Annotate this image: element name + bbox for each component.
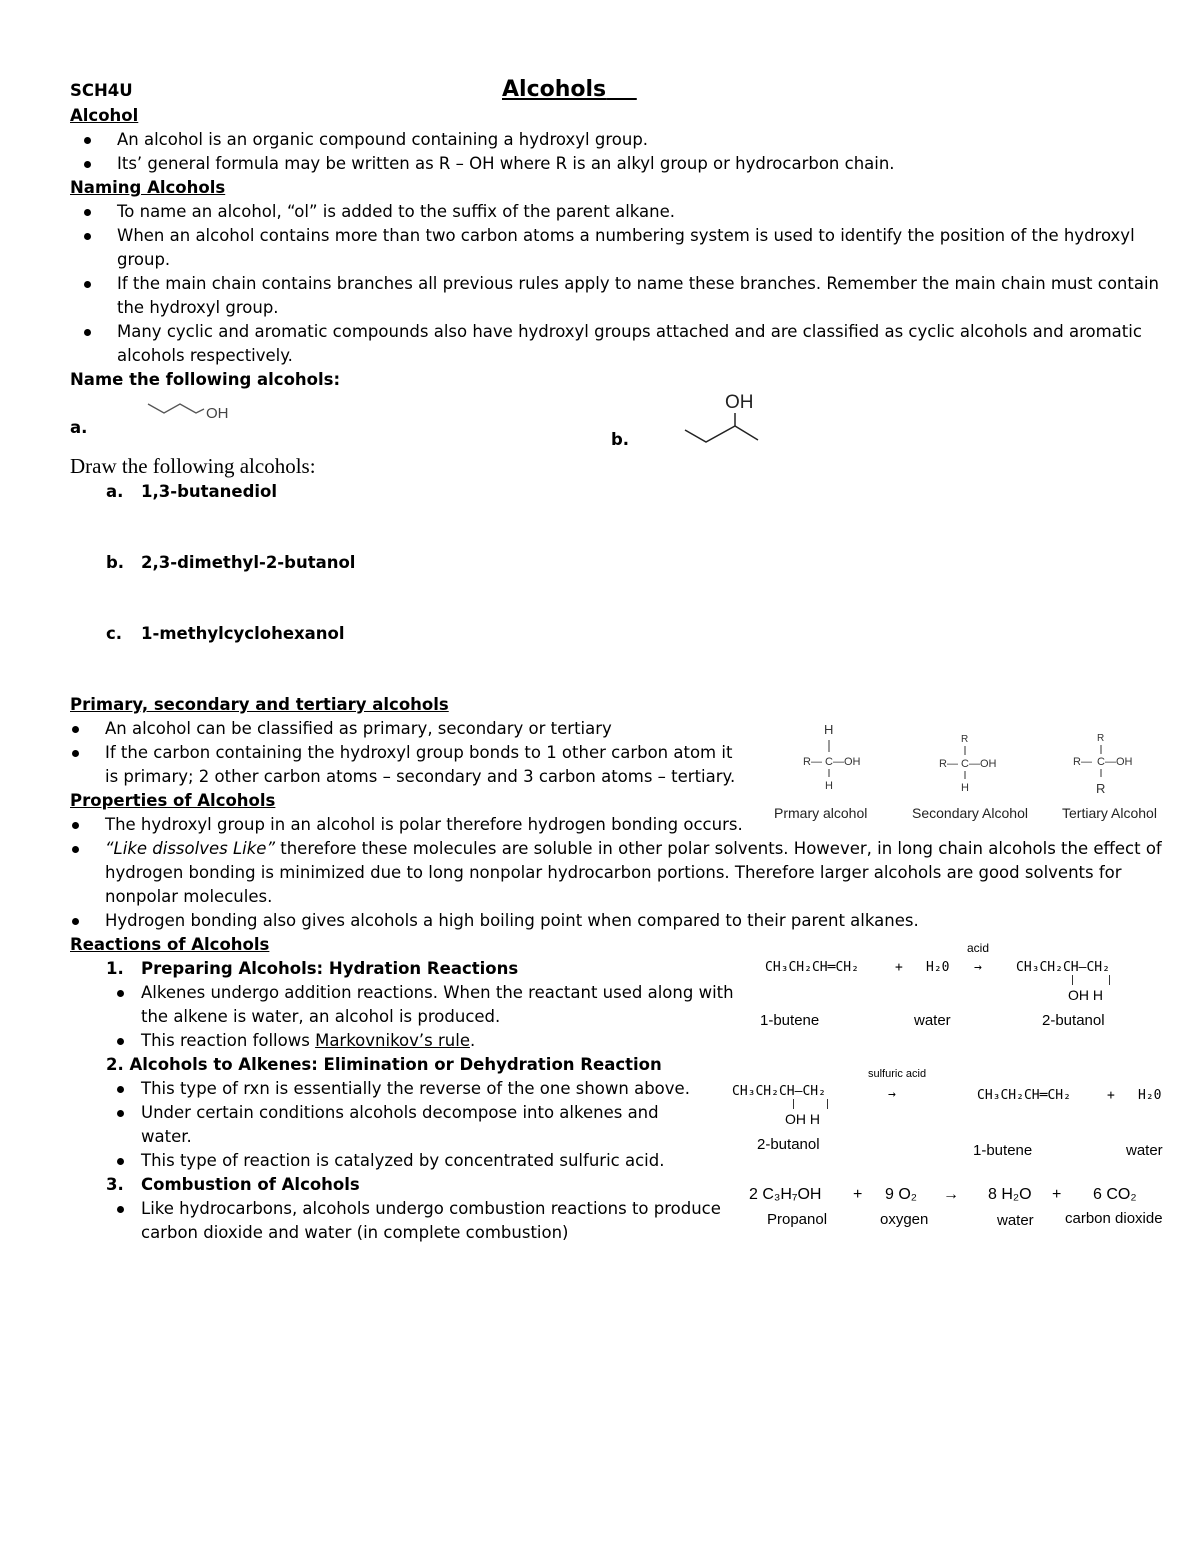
eq2-label-reactant: 2-butanol xyxy=(757,1136,820,1153)
eq3-label-reactant: Propanol xyxy=(767,1211,828,1228)
bullet-icon xyxy=(84,233,91,240)
eq3-label-co2: carbon dioxide xyxy=(1065,1210,1163,1227)
eq2-arrow: → xyxy=(888,1087,896,1102)
svg-text:—OH: —OH xyxy=(833,756,861,768)
naming-bullet-4-cont: alcohols respectively. xyxy=(117,346,293,365)
eq2-product: CH₃CH₂CH═CH₂ xyxy=(977,1088,1071,1103)
reaction-1-bullet-1: Alkenes undergo addition reactions. When the reactant used along with xyxy=(141,983,734,1002)
svg-text:R—: R— xyxy=(803,756,822,768)
eq2-label-water: water xyxy=(1126,1142,1163,1159)
reaction-2-bullet-3: This type of reaction is catalyzed by concentrated sulfuric acid. xyxy=(141,1151,665,1170)
reaction-3-bullet-1-cont: carbon dioxide and water (in complete combustion) xyxy=(141,1223,569,1242)
section-heading-properties: Properties of Alcohols xyxy=(70,791,276,810)
bullet-icon xyxy=(72,918,79,925)
markovnikov-rule-link[interactable]: Markovnikov’s rule xyxy=(315,1031,470,1050)
reaction-3-title: Combustion of Alcohols xyxy=(141,1175,360,1194)
draw-item-c-label: c. xyxy=(106,624,123,643)
reaction-3-number: 3. xyxy=(106,1175,124,1194)
eq2-label-product: 1-butene xyxy=(973,1142,1033,1159)
naming-bullet-2-cont: group. xyxy=(117,250,171,269)
svg-text:R: R xyxy=(1096,781,1106,796)
naming-bullet-1: To name an alcohol, “ol” is added to the suffix of the parent alkane. xyxy=(117,202,676,221)
svg-text:R—: R— xyxy=(939,758,958,770)
eq2-bond-line xyxy=(793,1099,794,1109)
eq3-label-oxygen: oxygen xyxy=(880,1211,929,1228)
eq1-label-water: water xyxy=(914,1012,951,1029)
eq2-bond-line xyxy=(827,1099,828,1109)
svg-text:Secondary Alcohol: Secondary Alcohol xyxy=(912,805,1028,821)
eq1-reactant: CH₃CH₂CH═CH₂ xyxy=(765,960,859,975)
eq2-plus: + xyxy=(1107,1088,1115,1103)
bullet-icon xyxy=(117,1038,124,1045)
reaction-1-bullet-2: This reaction follows Markovnikov’s rule. xyxy=(141,1031,476,1050)
bullet-icon xyxy=(117,1206,124,1213)
naming-bullet-4: Many cyclic and aromatic compounds also have hydroxyl groups attached and are classified as cyclic alcohols and aromatic xyxy=(117,322,1142,341)
bullet-icon xyxy=(117,1086,124,1093)
svg-text:R: R xyxy=(1097,733,1105,744)
section-heading-alcohol: Alcohol xyxy=(70,106,139,125)
draw-item-c: 1-methylcyclohexanol xyxy=(141,624,345,643)
eq1-label-reactant: 1-butene xyxy=(760,1012,820,1029)
reaction-3-bullet-1: Like hydrocarbons, alcohols undergo combustion reactions to produce xyxy=(141,1199,721,1218)
like-dissolves-like-phrase: “Like dissolves Like” xyxy=(105,839,275,858)
eq3-label-water: water xyxy=(997,1212,1034,1229)
eq3-water: 8 H₂O xyxy=(988,1186,1032,1203)
page-title: Alcohols xyxy=(502,77,607,102)
bullet-icon xyxy=(72,822,79,829)
eq3-plus-2: + xyxy=(1052,1186,1062,1203)
eq1-plus: + xyxy=(895,960,903,975)
eq1-bond-line xyxy=(1072,975,1073,985)
bullet-icon xyxy=(84,161,91,168)
bullet-icon xyxy=(84,329,91,336)
eq1-water-formula: H₂0 xyxy=(926,960,950,975)
question-b-label: b. xyxy=(611,430,630,449)
svg-text:—OH: —OH xyxy=(969,758,997,770)
svg-text:H: H xyxy=(824,722,834,737)
classes-bullet-2: If the carbon containing the hydroxyl group bonds to 1 other carbon atom it xyxy=(105,743,733,762)
svg-text:Prmary alcohol: Prmary alcohol xyxy=(774,805,868,821)
eq1-catalyst: acid xyxy=(967,941,990,955)
course-code: SCH4U xyxy=(70,81,133,100)
bullet-icon xyxy=(72,726,79,733)
section-heading-classes: Primary, secondary and tertiary alcohols xyxy=(70,695,449,714)
draw-item-b: 2,3-dimethyl-2-butanol xyxy=(141,553,356,572)
eq2-reactant: CH₃CH₂CH—CH₂ xyxy=(732,1084,826,1099)
svg-text:H: H xyxy=(961,782,969,794)
eq1-product-substituents: OH H xyxy=(1068,987,1103,1003)
eq2-catalyst: sulfuric acid xyxy=(868,1068,927,1080)
eq1-product: CH₃CH₂CH—CH₂ xyxy=(1016,960,1110,975)
svg-text:OH: OH xyxy=(725,392,754,413)
classes-bullet-2-cont: is primary; 2 other carbon atoms – secondary and 3 carbon atoms – tertiary. xyxy=(105,767,736,786)
reaction-1-title: Preparing Alcohols: Hydration Reactions xyxy=(141,959,519,978)
properties-bullet-3: Hydrogen bonding also gives alcohols a high boiling point when compared to their parent alkanes. xyxy=(105,911,919,930)
alcohol-classes-figure xyxy=(755,717,1185,827)
eq1-bond-line xyxy=(1109,975,1110,985)
svg-text:Tertiary Alcohol: Tertiary Alcohol xyxy=(1062,805,1157,821)
reaction-2-bullet-2-cont: water. xyxy=(141,1127,192,1146)
svg-text:C: C xyxy=(1097,756,1105,768)
svg-text:R: R xyxy=(961,734,969,745)
naming-bullet-3: If the main chain contains branches all previous rules apply to name these branches. Remember the main chain must contain xyxy=(117,274,1160,293)
propanol-skeletal-structure xyxy=(140,396,240,426)
draw-item-a: 1,3-butanediol xyxy=(141,482,278,501)
question-a-label: a. xyxy=(70,418,88,437)
eq3-arrow: → xyxy=(943,1186,959,1203)
properties-bullet-2-cont2: nonpolar molecules. xyxy=(105,887,273,906)
bullet-icon xyxy=(117,1158,124,1165)
properties-bullet-1: The hydroxyl group in an alcohol is polar therefore hydrogen bonding occurs. xyxy=(105,815,743,834)
svg-text:C: C xyxy=(825,756,833,768)
properties-bullet-2: “Like dissolves Like” therefore these molecules are soluble in other polar solvents. However, in long chain alcohols the effect of xyxy=(105,839,1162,858)
reaction-2-bullet-2: Under certain conditions alcohols decompose into alkenes and xyxy=(141,1103,659,1122)
alcohol-bullet-1: An alcohol is an organic compound containing a hydroxyl group. xyxy=(117,130,649,149)
section-heading-reactions: Reactions of Alcohols xyxy=(70,935,270,954)
eq3-co2: 6 CO₂ xyxy=(1093,1186,1137,1203)
alcohol-bullet-2: Its’ general formula may be written as R – OH where R is an alkyl group or hydrocarbon chain. xyxy=(117,154,895,173)
naming-bullet-2: When an alcohol contains more than two carbon atoms a numbering system is used to identify the position of the hydroxyl xyxy=(117,226,1135,245)
svg-text:C: C xyxy=(961,758,969,770)
draw-item-a-label: a. xyxy=(106,482,124,501)
draw-following-heading: Draw the following alcohols: xyxy=(70,454,316,478)
eq2-water-formula: H₂0 xyxy=(1138,1088,1162,1103)
eq3-plus-1: + xyxy=(853,1186,863,1203)
eq1-arrow: → xyxy=(974,960,982,975)
reaction-2-bullet-1: This type of rxn is essentially the reverse of the one shown above. xyxy=(141,1079,690,1098)
draw-item-b-label: b. xyxy=(106,553,125,572)
butanol-skeletal-structure xyxy=(680,388,780,448)
eq3-oxygen: 9 O₂ xyxy=(885,1186,917,1203)
eq3-reactant: 2 C₃H₇OH xyxy=(749,1186,822,1203)
bullet-icon xyxy=(72,750,79,757)
svg-text:—OH: —OH xyxy=(1105,756,1133,768)
name-following-heading: Name the following alcohols: xyxy=(70,370,341,389)
classes-bullet-1: An alcohol can be classified as primary, secondary or tertiary xyxy=(105,719,612,738)
bullet-icon xyxy=(84,137,91,144)
naming-bullet-3-cont: the hydroxyl group. xyxy=(117,298,279,317)
svg-text:OH: OH xyxy=(206,405,229,422)
reaction-2-title: 2. Alcohols to Alkenes: Elimination or Dehydration Reaction xyxy=(106,1055,662,1074)
bullet-icon xyxy=(72,846,79,853)
reaction-1-number: 1. xyxy=(106,959,124,978)
bullet-icon xyxy=(117,990,124,997)
eq1-label-product: 2-butanol xyxy=(1042,1012,1105,1029)
svg-text:R—: R— xyxy=(1073,756,1092,768)
bullet-icon xyxy=(117,1110,124,1117)
eq2-reactant-substituents: OH H xyxy=(785,1111,820,1127)
properties-bullet-2-cont: hydrogen bonding is minimized due to long nonpolar hydrocarbon portions. Therefore larger alcohols are good solvents for xyxy=(105,863,1122,882)
bullet-icon xyxy=(84,281,91,288)
reaction-1-bullet-1-cont: the alkene is water, an alcohol is produced. xyxy=(141,1007,501,1026)
bullet-icon xyxy=(84,209,91,216)
section-heading-naming: Naming Alcohols xyxy=(70,178,226,197)
svg-text:H: H xyxy=(825,780,833,792)
